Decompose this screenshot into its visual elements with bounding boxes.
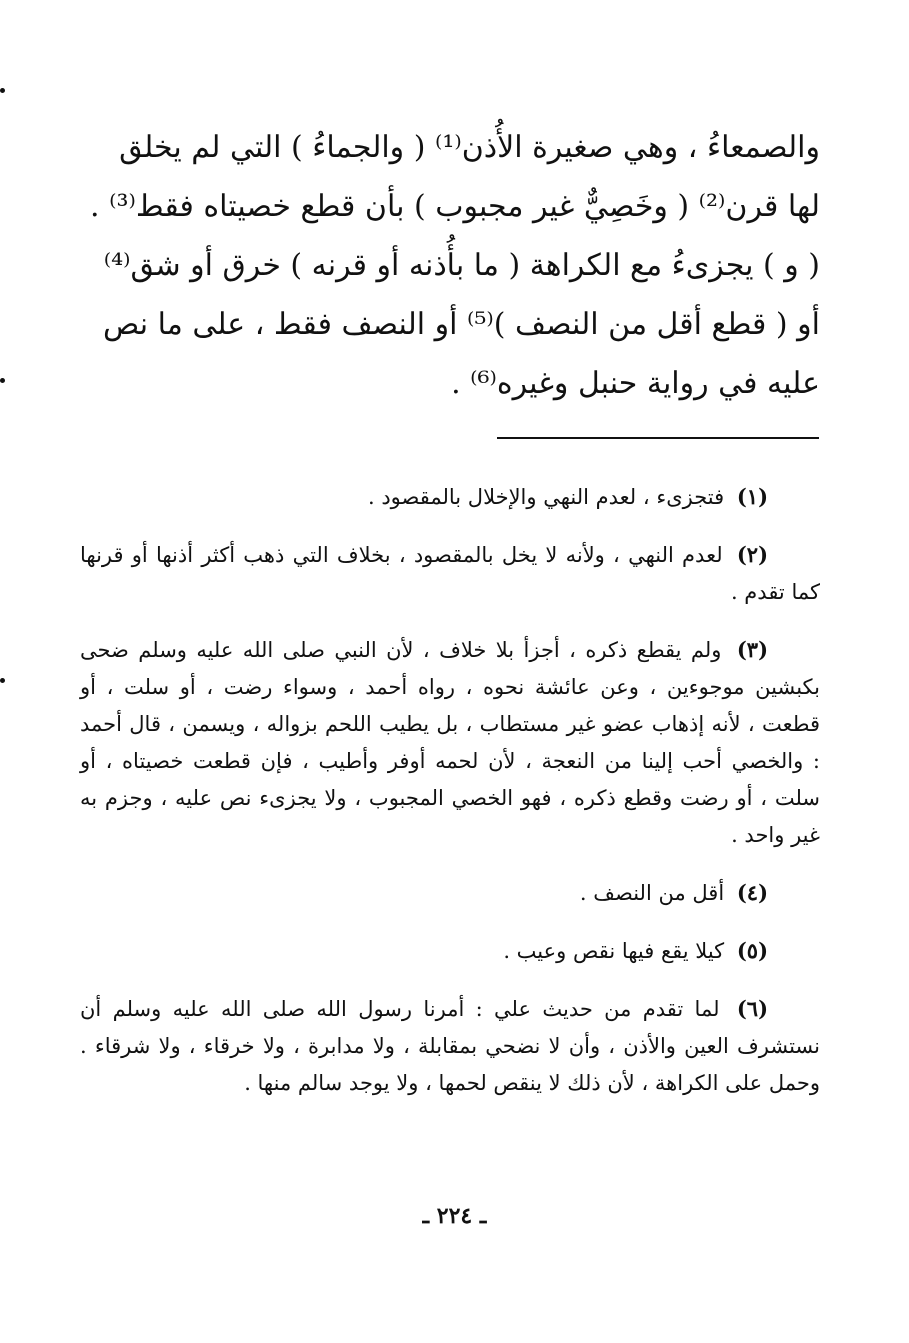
footnote-number: (٢)	[736, 542, 768, 567]
footnote-number: (٣)	[736, 637, 768, 662]
main-text	[80, 118, 820, 413]
footnote-2	[80, 536, 820, 611]
footnote-text: فتجزىء ، لعدم النهي والإخلال بالمقصود .	[367, 485, 725, 509]
margin-mark	[0, 88, 5, 93]
footnote-text: كيلا يقع فيها نقص وعيب .	[503, 939, 725, 963]
footnote-1	[80, 478, 820, 516]
footnote-text: أقل من النصف .	[579, 881, 725, 905]
footnote-text: ولم يقطع ذكره ، أجزأ بلا خلاف ، لأن النبي صلى الله عليه وسلم ضحى بكبشين موجوءين ، وعن عائشة نحوه ، رواه أحمد ، وسواء رضت ، أو سلت ، أو قطعت ، لأنه إذهاب عضو غير مستطاب ، بل يطيب اللحم بزواله ، ويسمن ، قال أحمد : والخصي أحب إلينا من النعجة ، لأن لحمه أوفر وأطيب ، فإن قطعت خصيتاه ، أو سلت ، أو رضت وقطع ذكره ، فهو الخصي المجبوب ، ولا يجزىء نص عليه ، وجزم به غير واحد .	[80, 638, 820, 847]
main-text-line: لها قرن⁽²⁾ ( وخَصِيٌّ غير مجبوب ) بأن قطع خصيتاه فقط⁽³⁾ .	[90, 189, 820, 224]
main-text-line: والصمعاءُ ، وهي صغيرة الأُذن⁽¹⁾ ( والجماءُ ) التي لم يخلق	[119, 130, 820, 165]
footnote-4	[80, 874, 820, 912]
footnote-number: (٥)	[736, 938, 768, 963]
margin-mark	[0, 378, 5, 383]
footnote-3	[80, 631, 820, 854]
footnote-number: (٦)	[736, 996, 768, 1021]
footnote-number: (١)	[736, 484, 768, 509]
main-text-line: ( و ) يجزىءُ مع الكراهة ( ما بأُذنه أو قرنه ) خرق أو شق⁽⁴⁾	[103, 248, 820, 283]
footnote-text: لعدم النهي ، ولأنه لا يخل بالمقصود ، بخلاف التي ذهب أكثر أذنها أو قرنها كما تقدم .	[80, 543, 820, 604]
footnote-5	[80, 932, 820, 970]
footnote-6	[80, 990, 820, 1102]
main-text-line: أو ( قطع أقل من النصف )⁽⁵⁾ أو النصف فقط ، على ما نص	[102, 307, 820, 342]
main-text-line: عليه في رواية حنبل وغيره⁽⁶⁾ .	[451, 366, 820, 401]
margin-mark	[0, 678, 5, 683]
footnote-separator	[497, 437, 819, 439]
footnotes	[80, 478, 820, 1122]
footnote-number: (٤)	[736, 880, 768, 905]
page-number: ـ ٢٢٤ ـ	[422, 1203, 487, 1229]
footnote-text: لما تقدم من حديث علي : أمرنا رسول الله صلى الله عليه وسلم أن نستشرف العين والأذن ، وأن لا نضحي بمقابلة ، ولا مدابرة ، ولا خرقاء ، ولا شرقاء . وحمل على الكراهة ، لأن ذلك لا ينقص لحمها ، ولا يوجد سالم منها .	[80, 997, 820, 1095]
